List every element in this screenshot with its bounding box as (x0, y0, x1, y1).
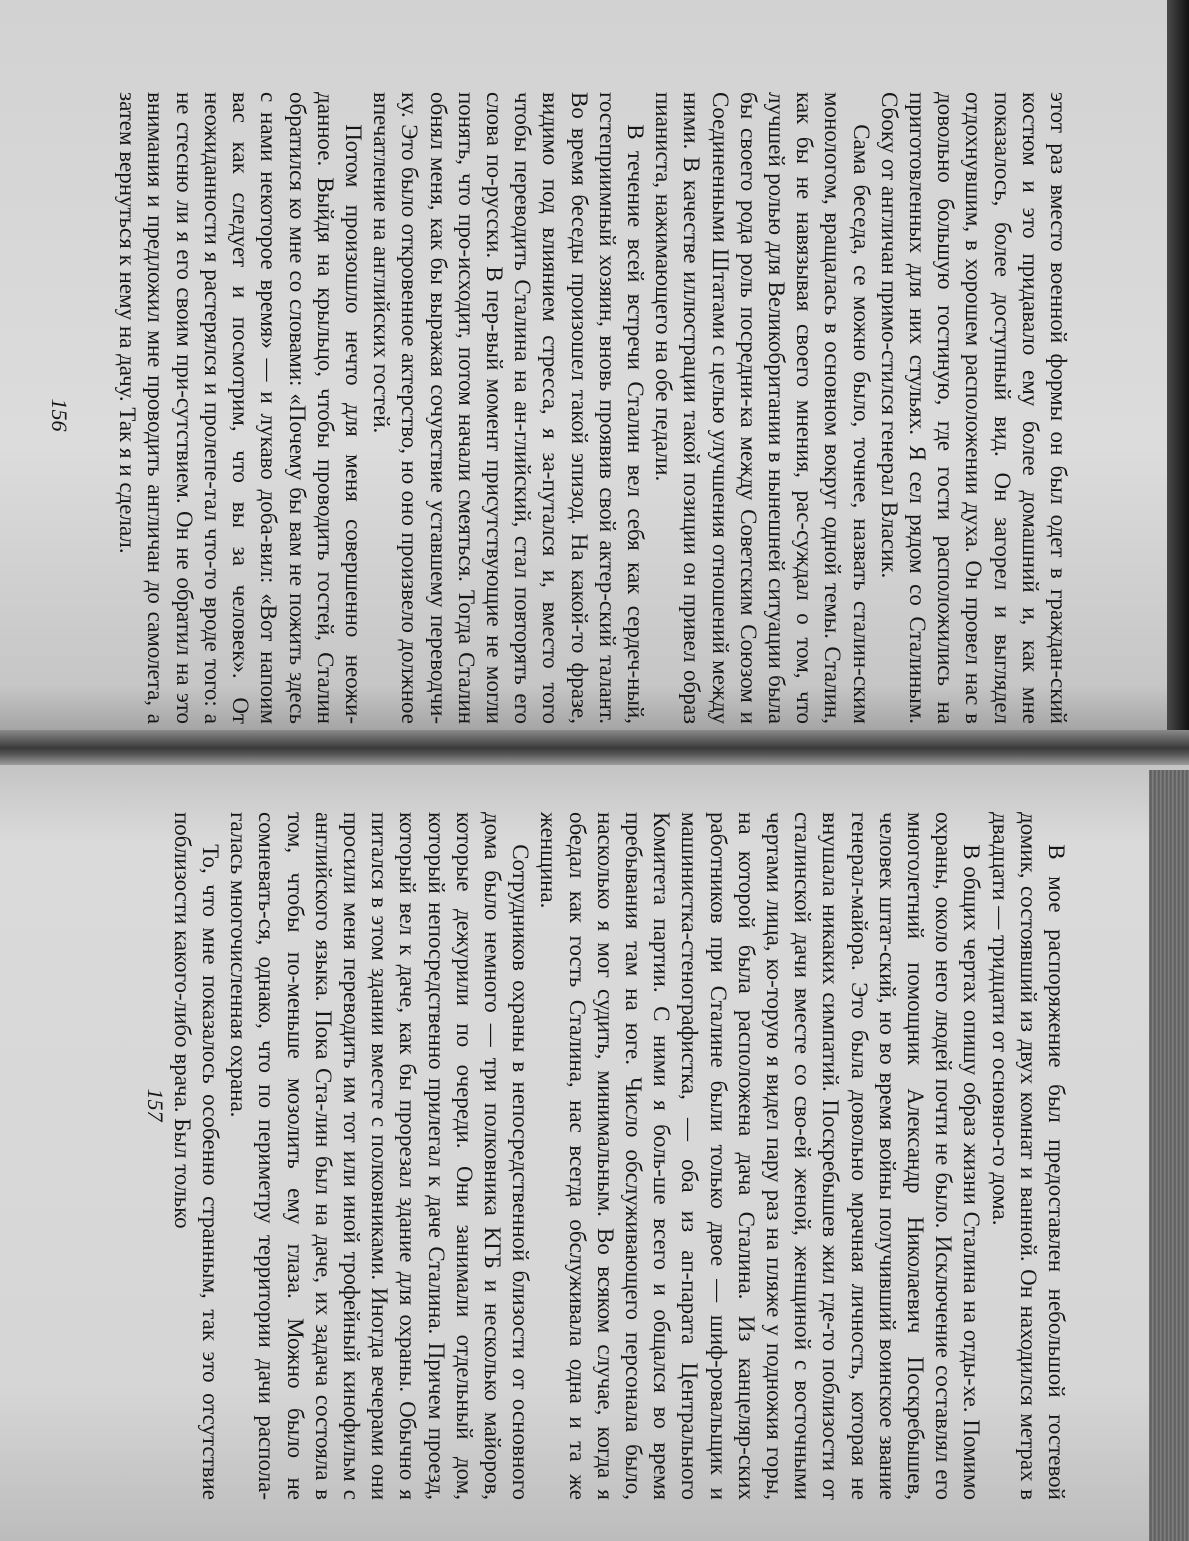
paragraph: этот раз вместо военной формы он был одет в граждан-ский костюм и это придавало ему более домашний и, как мне показалось, более доступный вид. Он загорел и выглядел отдохнувшим, в хорошем расположении духа. Он провел нас в довольно большую гостиную, где гости расположились на приготовленных для них стульях. Я сел рядом со Сталиным. Сбоку от англичан примо-стился генерал Власик. (876, 92, 1071, 724)
paragraph: То, что мне показалось особенно странным, так это отсутствие поблизости какого-либо врача. Был только (169, 812, 223, 1500)
page-number: 157 (143, 1088, 168, 1122)
paragraph: Потом произошло нечто для меня совершенно неожи-данное. Выйдя на крыльцо, чтобы проводить гостей, Сталин обратился ко мне со словами: «Почему бы вам не пожить здесь с нами некоторое время» — и лукаво доба-вил: «Вот напоим вас как следует и посмотрим, что вы за человек». От неожиданности я растерялся и пролепе-тал что-то вроде того: а не стесню ли я его своим при-сутствием. Он не обратил на это внимания и предложил мне проводить англичан до самолета, а затем вернуться к нему на дачу. Так я и сделал. (115, 92, 366, 724)
page-157-text (168, 812, 1071, 1500)
page-number: 156 (47, 398, 72, 432)
page-edge (1167, 0, 1189, 745)
page-156-text (113, 92, 1072, 724)
book-gutter (0, 730, 1189, 770)
paragraph: В течение всей встречи Сталин вел себя как сердеч-ный, гостеприимный хозяин, вновь проявив свой актер-ский талант. Во время беседы произошел такой эпизод. На какой-то фразе, видимо под влиянием стресса, я за-путался и, вместо того чтобы переводить Сталина на ан-глийский, стал повторять его слова по-русски. В пер-вый момент присутствующие не могли понять, что про-исходит, потом начали смеяться. Тогда Сталин обнял меня, как бы выражая сочувствие уставшему переводчи-ку. Это было откровенное актерство, но оно произвело должное впечатление на английских гостей. (369, 92, 648, 724)
paragraph: В мое распоряжение был предоставлен небольшой гостевой домик, состоявший из двух комнат и ванной. Он находился метрах в двадцати — тридцати от основно-го дома. (987, 812, 1069, 1500)
paragraph: Сотрудников охраны в непосредственной близости от основного дома было немного — три полковника КГБ и несколько майоров, которые дежурили по очереди. Они занимали отдельный дом, который непосредственно прилегал к даче Сталина. Причем проезд, который вел к даче, как бы прорезал здание для охраны. Обычно я питался в этом здании вместе с полковниками. Иногда вечерами они просили меня переводить им тот или иной трофейный кинофильм с английского языка. Пока Ста-лин был на даче, их задача состояла в том, чтобы по-меньше мозолить ему глаза. Можно было не сомневать-ся, однако, что по периметру территории дачи распола-галась многочисленная охрана. (226, 812, 534, 1500)
page-stack-edge (1149, 770, 1189, 1541)
paragraph: Сама беседа, се можно было, точнее, назвать сталин-ским монологом, вращалась в основном вокруг одной темы. Сталин, как бы не навязывая своего мнения, рас-суждал о том, что лучшей ролью для Великобритании в нынешней ситуации была бы своего рода роль посредни-ка между Советским Союзом и Соединенными Штатами с целью улучшения отношений между ними. В качестве иллюстрации такой позиции он привел образ пианиста, нажимающего на обе педали. (651, 92, 874, 724)
paragraph: В общих чертах опишу образ жизни Сталина на отды-хе. Помимо охраны, около него людей почти не было. Исключение составлял его многолетний помощник Александр Николаевич Поскребышев, человек штат-ский, но во время войны получивший воинское звание генерал-майора. Это была довольно мрачная личность, которая не внушала никаких симпатий. Поскребышев жил где-то поблизости от сталинской дачи вместе со сво-ей женой, женщиной с восточными чертами лица, ко-торую я видел пару раз на пляже у подножия горы, на которой была расположена дача Сталина. Из канцеляр-ских работников при Сталине были только двое — шиф-ровальщик и машинистка-стенографистка, — оба из ап-парата Центрального Комитета партии. С ними я боль-ше всего и общался во время пребывания там на юге. Число обслуживающего персонала было, насколько я мог судить, минимальным. Во всяком случае, когда я обедал как гость Сталина, нас всегда обслуживала одна и та же женщина. (536, 812, 985, 1500)
